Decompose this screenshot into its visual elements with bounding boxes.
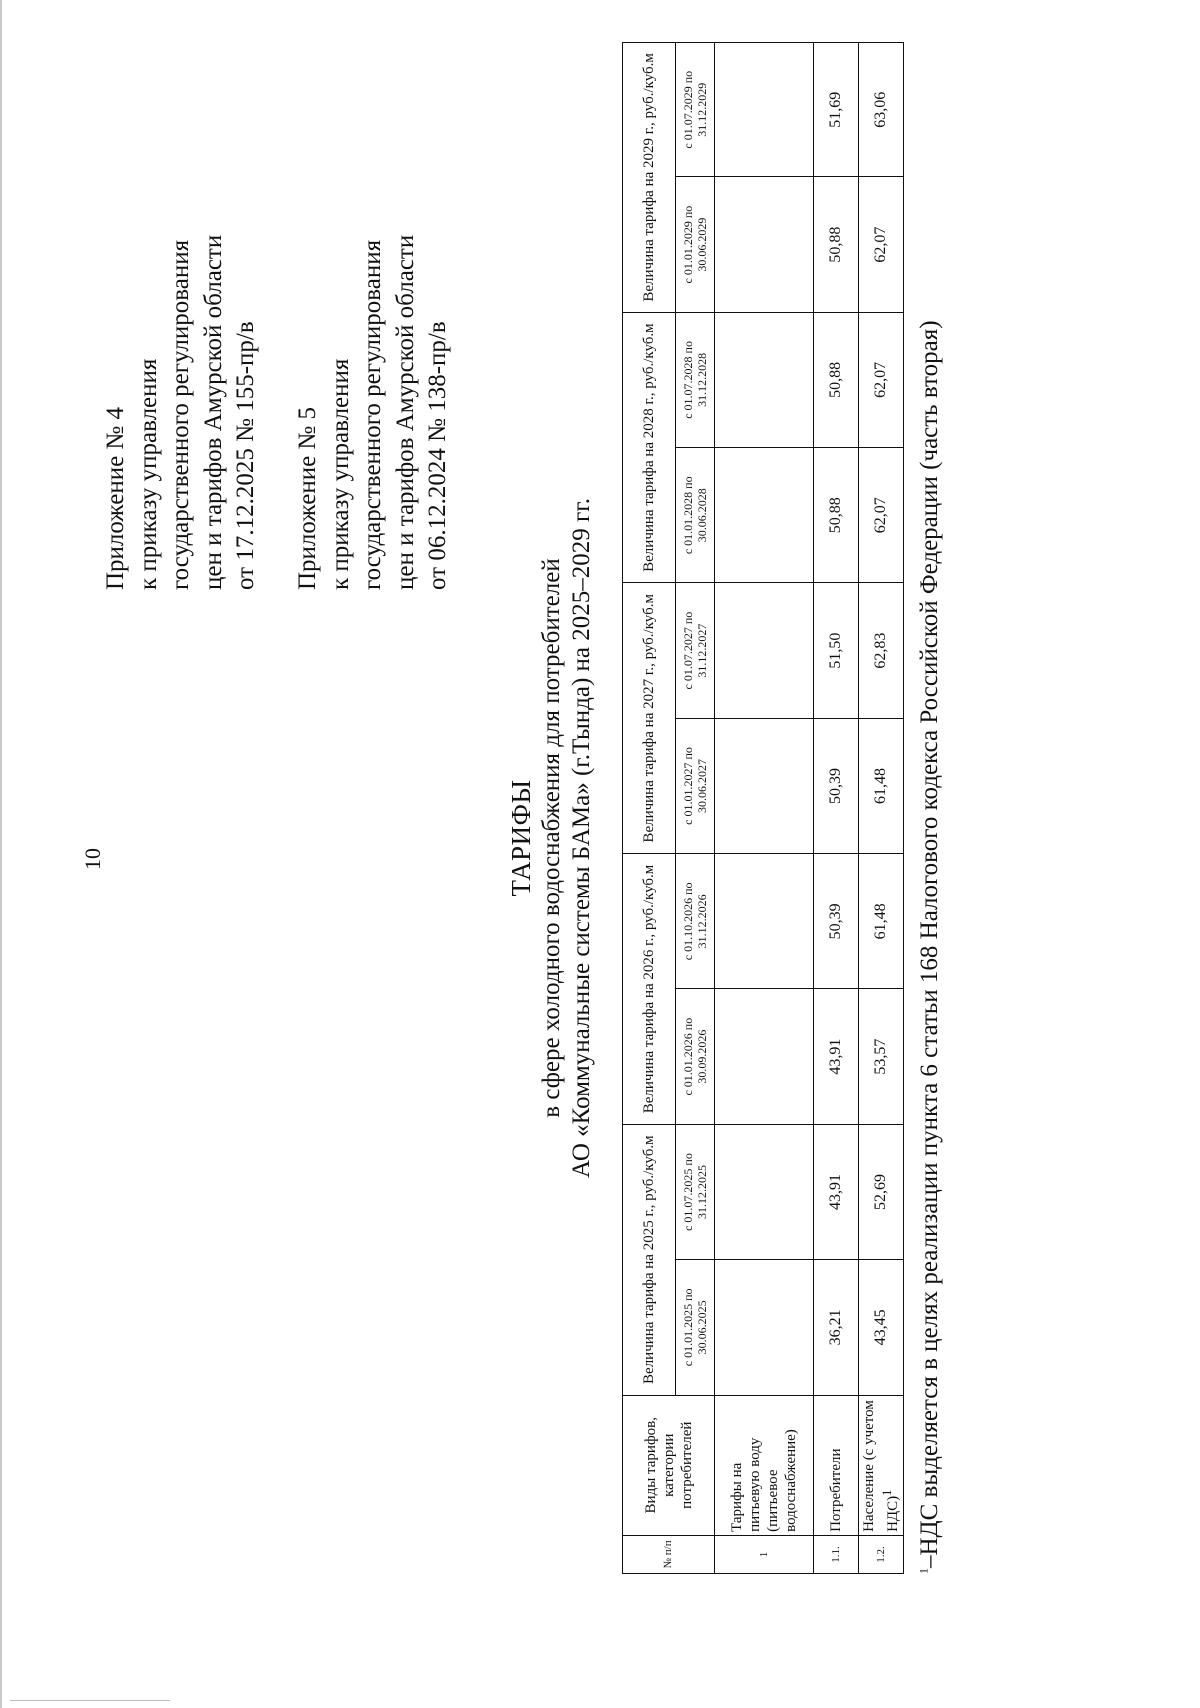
table-cell: 53,57 (859, 989, 904, 1124)
row-label-text: Население (с учетом НДС) (861, 1400, 901, 1532)
header-period: с 01.01.2027 по 30.06.2027 (676, 718, 715, 853)
annex-line: от 17.12.2025 № 155-пр/в (232, 321, 259, 590)
table-cell: 51,69 (814, 43, 859, 177)
row-label: Потребители (814, 1395, 859, 1535)
table-cell (715, 312, 814, 447)
header-period: с 01.07.2029 по 31.12.2029 (676, 43, 715, 177)
row-label (859, 1395, 904, 1535)
table-cell: 43,91 (814, 1124, 859, 1259)
table-row (715, 43, 814, 1574)
title-main: ТАРИФЫ (506, 779, 536, 897)
table-cell: 61,48 (859, 854, 904, 989)
table-cell (715, 177, 814, 312)
header-year-2028: Величина тарифа на 2028 г., руб./куб.м (623, 312, 676, 583)
table-cell: 36,21 (814, 1260, 859, 1395)
table-cell (715, 43, 814, 177)
table-row (859, 43, 904, 1574)
header-category: Виды тарифов, категории потребителей (623, 1395, 715, 1535)
header-period: с 01.10.2026 по 31.12.2026 (676, 854, 715, 989)
annex-line: Приложение № 5 (294, 406, 321, 590)
document-title (505, 368, 597, 1308)
footnote-ref: 1 (880, 1489, 894, 1496)
table-cell: 50,88 (814, 177, 859, 312)
header-index: № п/п (623, 1535, 715, 1573)
title-line-1: в сфере холодного водоснабжения для потребителей (538, 558, 565, 1118)
row-label: Тарифы на питьевую воду (питьевое водоснабжение) (715, 1395, 814, 1535)
page-number: 10 (80, 848, 105, 870)
header-period: с 01.01.2028 по 30.06.2028 (676, 448, 715, 583)
header-year-2026: Величина тарифа на 2026 г., руб./куб.м (623, 854, 676, 1125)
header-period: с 01.07.2027 по 31.12.2027 (676, 583, 715, 718)
table-cell: 43,91 (814, 989, 859, 1124)
table-cell (715, 854, 814, 989)
header-period: с 01.07.2025 по 31.12.2025 (676, 1124, 715, 1259)
annex-4-block (100, 30, 263, 590)
table-cell: 50,88 (814, 448, 859, 583)
title-line-2: АО «Коммунальные системы БАМа» (г.Тында) на 2025–2029 гг. (568, 498, 595, 1178)
footnote (916, 320, 944, 1574)
table-cell (715, 583, 814, 718)
header-period: с 01.01.2029 по 30.06.2029 (676, 177, 715, 312)
header-period: с 01.01.2025 по 30.06.2025 (676, 1260, 715, 1395)
table-cell (715, 1260, 814, 1395)
header-year-2029: Величина тарифа на 2029 г., руб./куб.м (623, 43, 676, 313)
table-cell (715, 718, 814, 853)
table-cell (715, 448, 814, 583)
table-cell: 43,45 (859, 1260, 904, 1395)
annex-line: государственного регулирования (359, 239, 386, 590)
table-cell: 50,88 (814, 312, 859, 447)
table-cell: 50,39 (814, 854, 859, 989)
annex-5-block (292, 30, 455, 590)
row-index: 1.2. (859, 1535, 904, 1573)
header-period: с 01.07.2028 по 31.12.2028 (676, 312, 715, 447)
table-cell: 61,48 (859, 718, 904, 853)
annex-line: цен и тарифов Амурской области (391, 234, 419, 590)
header-year-2025: Величина тарифа на 2025 г., руб./куб.м (623, 1124, 676, 1395)
table-cell (715, 1124, 814, 1259)
table-row (814, 43, 859, 1574)
row-index: 1.1. (814, 1535, 859, 1573)
row-index: 1 (715, 1535, 814, 1573)
annex-line: Приложение № 4 (102, 406, 129, 590)
footnote-text: –НДС выделяется в целях реализации пункта 6 статьи 168 Налогового кодекса Российской Федерации (часть вторая) (916, 320, 943, 1568)
annex-line: цен и тарифов Амурской области (199, 234, 227, 590)
table-cell (715, 989, 814, 1124)
annex-line: государственного регулирования (167, 239, 194, 590)
header-period: с 01.01.2026 по 30.09.2026 (676, 989, 715, 1124)
table-cell: 62,07 (859, 312, 904, 447)
table-cell: 51,50 (814, 583, 859, 718)
tariff-table (622, 42, 904, 1574)
annex-line: от 06.12.2024 № 138-пр/в (424, 321, 451, 590)
table-cell: 62,07 (859, 177, 904, 312)
table-cell: 50,39 (814, 718, 859, 853)
table-cell: 62,07 (859, 448, 904, 583)
header-year-2027: Величина тарифа на 2027 г., руб./куб.м (623, 583, 676, 854)
table-cell: 63,06 (859, 43, 904, 177)
footnote-marker: 1 (916, 1568, 931, 1574)
table-cell: 52,69 (859, 1124, 904, 1259)
table-cell: 62,83 (859, 583, 904, 718)
annex-line: к приказу управления (134, 358, 162, 590)
annex-line: к приказу управления (326, 358, 354, 590)
